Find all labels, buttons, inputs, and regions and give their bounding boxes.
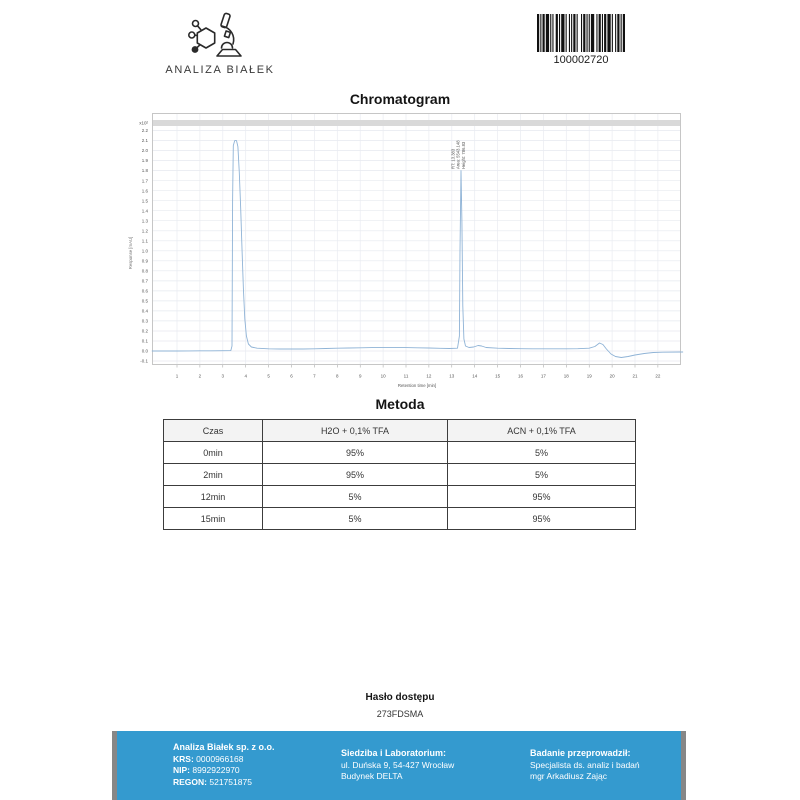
y-tick-label: 0.6 [141, 288, 148, 294]
barcode-bar [573, 14, 575, 52]
footer-krs-value: 0000966168 [196, 753, 244, 764]
footer-company-name: Analiza Białek sp. z o.o. [173, 742, 275, 752]
barcode-bar [587, 14, 588, 52]
y-tick-label: 0.3 [141, 318, 148, 324]
method-table-header-row [164, 420, 636, 442]
y-tick-label: 1.1 [141, 238, 148, 244]
footer-regon-label: REGON: [173, 776, 207, 787]
footer-nip-label: NIP: [173, 765, 190, 775]
barcode-bar [546, 14, 549, 52]
barcode-bar [621, 14, 622, 52]
peak-annotation-line: Area: 5543.148 [455, 140, 461, 169]
method-table-cell: 5% [263, 508, 448, 530]
x-tick-label: 2 [198, 373, 202, 379]
x-tick-label: 19 [586, 373, 592, 379]
barcode-bar [612, 14, 613, 52]
footer-nip [173, 765, 275, 777]
barcode-icon [537, 14, 625, 52]
x-tick-label: 9 [358, 373, 362, 379]
x-tick-label: 7 [313, 373, 316, 379]
y-tick-label: 1.8 [141, 168, 148, 174]
x-tick-label: 15 [495, 373, 501, 379]
footer-company-info [173, 742, 275, 788]
barcode-bar [583, 14, 585, 52]
barcode-bar [581, 14, 582, 52]
footer-right-edge [681, 731, 686, 800]
method-table-cell: 95% [448, 508, 636, 530]
company-logo-icon [188, 11, 244, 61]
barcode-bar [566, 14, 567, 52]
y-tick-label: 1.6 [141, 188, 148, 194]
x-axis-title: Retention time [min] [397, 383, 437, 388]
metoda-section-title: Metoda [375, 396, 425, 412]
y-tick-label: 0.1 [141, 338, 148, 344]
peak-annotation-line: RT: 13.383 [450, 148, 456, 169]
method-table-cell: 95% [448, 486, 636, 508]
footer-address-title: Siedziba i Laboratorium: [341, 748, 447, 758]
barcode-bar [556, 14, 558, 52]
y-tick-label: 2.0 [141, 148, 148, 154]
chromatogram-chart [128, 112, 683, 390]
x-tick-label: 8 [336, 373, 339, 379]
footer-krs [173, 754, 275, 766]
barcode-bar [617, 14, 619, 52]
barcode-bar [540, 14, 541, 52]
barcode-bar [552, 14, 553, 52]
footer-regon-value: 521751875 [209, 776, 252, 787]
x-tick-label: 12 [426, 373, 432, 379]
x-tick-label: 6 [290, 373, 293, 379]
method-table-cell: 5% [448, 464, 636, 486]
barcode-bar [599, 14, 601, 52]
y-tick-label: 0.8 [141, 268, 148, 274]
barcode-bar [577, 14, 578, 52]
barcode-bar [602, 14, 603, 52]
footer [117, 731, 681, 800]
barcode-bar [591, 14, 594, 52]
y-tick-label: 1.9 [141, 158, 148, 164]
method-table-cell: 15min [164, 508, 263, 530]
footer-regon [173, 777, 275, 789]
plot-top-band [152, 120, 681, 126]
method-table-cell: 5% [448, 442, 636, 464]
footer-krs-label: KRS: [173, 753, 194, 764]
method-table-row [164, 464, 636, 486]
barcode-number: 100002720 [553, 54, 609, 66]
y-tick-label: 1.0 [141, 248, 148, 254]
x-tick-label: 5 [267, 373, 270, 379]
x-tick-label: 1 [175, 373, 179, 379]
footer-nip-value: 8992922970 [192, 765, 240, 775]
password-label: Hasło dostępu [365, 692, 435, 703]
chromatogram-trace [152, 141, 683, 358]
chromatogram-plot-area [128, 113, 681, 388]
y-tick-label: 1.7 [141, 178, 148, 184]
y-tick-label: 1.3 [141, 218, 148, 224]
y-axis-exponent-label: x10² [139, 120, 148, 126]
barcode-bar [569, 14, 570, 52]
x-tick-label: 22 [655, 373, 661, 379]
y-tick-label: 0.9 [141, 258, 148, 264]
y-tick-label: 2.1 [141, 138, 148, 144]
barcode-bar [589, 14, 590, 52]
footer-examiner-line1: Specjalista ds. analiz i badań [530, 759, 640, 770]
method-table-col-header: Czas [164, 420, 263, 442]
footer-examiner-info [530, 748, 640, 783]
method-table-cell: 12min [164, 486, 263, 508]
x-tick-label: 18 [563, 373, 569, 379]
method-table-col-header: ACN + 0,1% TFA [448, 420, 636, 442]
x-tick-label: 14 [472, 373, 478, 379]
method-table-row [164, 486, 636, 508]
method-table-cell: 95% [263, 464, 448, 486]
password-value: 273FDSMA [376, 709, 424, 719]
footer-address-info [341, 748, 454, 783]
footer-address-line1: ul. Duńska 9, 54-427 Wrocław [341, 759, 455, 770]
barcode-bar [604, 14, 606, 52]
y-tick-label: 1.4 [141, 208, 148, 214]
x-tick-label: 10 [380, 373, 386, 379]
barcode-bar [571, 14, 572, 52]
y-tick-label: 0.5 [141, 298, 148, 304]
barcode-bar [537, 14, 539, 52]
method-table-cell: 0min [164, 442, 263, 464]
chromatogram-section-title: Chromatogram [349, 91, 451, 107]
y-tick-label: 1.5 [141, 198, 148, 204]
x-tick-label: 20 [609, 373, 615, 379]
method-table-row [164, 442, 636, 464]
y-tick-label: -0.1 [140, 358, 148, 364]
x-tick-label: 11 [403, 373, 409, 379]
barcode-bar [615, 14, 616, 52]
method-table-col-header: H2O + 0,1% TFA [263, 420, 448, 442]
barcode-bar [559, 14, 560, 52]
x-tick-label: 16 [517, 373, 524, 379]
footer-address-line2: Budynek DELTA [341, 771, 403, 781]
x-tick-label: 17 [540, 373, 546, 379]
barcode-bar [596, 14, 597, 52]
x-tick-label: 21 [632, 373, 638, 379]
method-table-cell: 5% [263, 486, 448, 508]
method-table-cell: 2min [164, 464, 263, 486]
y-tick-label: 0.0 [141, 348, 148, 354]
method-table [163, 419, 636, 530]
barcode-bar [543, 14, 545, 52]
x-tick-label: 4 [244, 373, 247, 379]
barcode-bar [623, 14, 625, 52]
x-tick-label: 3 [221, 373, 225, 379]
barcode-bar [550, 14, 551, 52]
barcode-bar [561, 14, 564, 52]
footer-examiner-line2: mgr Arkadiusz Zając [530, 771, 607, 781]
method-table-cell: 95% [263, 442, 448, 464]
y-tick-label: 1.2 [141, 228, 148, 234]
y-tick-label: 0.4 [141, 308, 148, 314]
footer-examiner-title: Badanie przeprowadził: [530, 748, 631, 758]
y-tick-label: 0.7 [141, 278, 148, 284]
x-tick-label: 13 [449, 373, 455, 379]
y-axis-title: Response [mAU] [128, 236, 133, 270]
method-table-row [164, 508, 636, 530]
y-tick-label: 0.2 [141, 328, 148, 334]
barcode-bar [607, 14, 610, 52]
peak-annotation-line: Height: 786.83 [460, 141, 466, 169]
y-tick-label: 2.2 [141, 128, 148, 134]
company-logo-text: ANALIZA BIAŁEK [165, 64, 275, 76]
